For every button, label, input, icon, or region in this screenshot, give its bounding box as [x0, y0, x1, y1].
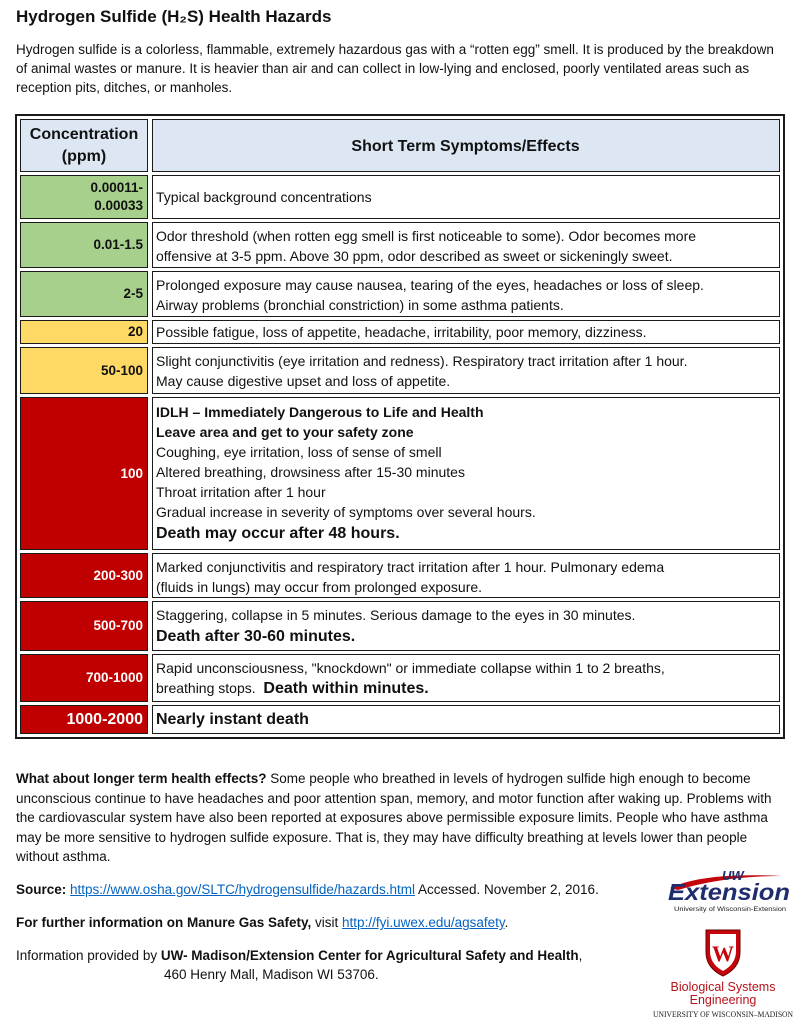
source-link[interactable]: https://www.osha.gov/SLTC/hydrogensulfide/hazards.html	[70, 882, 415, 897]
uw-ext-name: Extension	[668, 879, 790, 905]
effect-line: Staggering, collapse in 5 minutes. Serious damage to the eyes in 30 minutes.	[156, 607, 636, 623]
conc-value-b: 0.00033	[94, 198, 143, 213]
longer-term-heading: What about longer term health effects?	[16, 771, 267, 786]
effect-line: breathing stops.	[156, 680, 256, 696]
conc-cell: 2-5	[20, 271, 148, 317]
header-conc-line2: (ppm)	[61, 147, 107, 165]
conc-cell: 0.01-1.5	[20, 222, 148, 268]
effect-line: Slight conjunctivitis (eye irritation and redness). Respiratory tract irritation after 1 hour.	[156, 353, 688, 369]
table-row	[20, 222, 780, 268]
effects-cell	[152, 271, 780, 317]
provided-comma: ,	[578, 948, 583, 963]
effects-cell	[152, 347, 780, 394]
effects-cell	[152, 397, 780, 550]
provided-address: 460 Henry Mall, Madison WI 53706.	[164, 967, 379, 982]
conc-cell: 500-700	[20, 601, 148, 651]
table-row	[20, 553, 780, 598]
further-period: .	[504, 915, 509, 930]
effect-line: (fluids in lungs) may occur from prolonged exposure.	[156, 579, 483, 595]
uw-ext-sub: University of Wisconsin-Extension	[674, 906, 787, 913]
table-row	[20, 654, 780, 702]
conc-cell: 1000-2000	[20, 705, 148, 734]
uw-crest-icon	[706, 930, 740, 976]
longer-term-paragraph	[16, 769, 786, 867]
effect-line: Marked conjunctivitis and respiratory tract irritation after 1 hour. Pulmonary edema	[156, 559, 665, 575]
table-row	[20, 271, 780, 317]
source-line	[16, 882, 599, 897]
source-label: Source:	[16, 882, 67, 897]
table-row	[20, 397, 780, 550]
effects-cell	[152, 222, 780, 268]
effects-cell	[152, 175, 780, 219]
further-info-label: For further information on Manure Gas Safety,	[16, 915, 312, 930]
conc-cell: 200-300	[20, 553, 148, 598]
bse-line3: UNIVERSITY OF WISCONSIN–MADISON	[653, 1010, 794, 1019]
further-visit: visit	[311, 915, 343, 930]
uw-ext-small: UW	[722, 868, 744, 883]
effect-line: Typical background concentrations	[156, 189, 372, 205]
hazard-table	[15, 114, 785, 739]
effect-line: Possible fatigue, loss of appetite, headache, irritability, poor memory, dizziness.	[156, 324, 647, 340]
effects-cell	[152, 654, 780, 702]
effect-line: Odor threshold (when rotten egg smell is first noticeable to some). Odor becomes more	[156, 228, 697, 244]
idlh-line: IDLH – Immediately Dangerous to Life and Health	[156, 404, 484, 420]
effect-line: Gradual increase in severity of symptoms over several hours.	[156, 504, 536, 520]
page-title: Hydrogen Sulfide (H₂S) Health Hazards	[16, 7, 332, 26]
safety-zone-line: Leave area and get to your safety zone	[156, 424, 414, 440]
effects-cell	[152, 601, 780, 651]
effect-emphasis: Nearly instant death	[156, 710, 309, 728]
agsafety-link[interactable]: http://fyi.uwex.edu/agsafety	[342, 915, 505, 930]
effect-line: Coughing, eye irritation, loss of sense of smell	[156, 444, 442, 460]
effects-cell	[152, 553, 780, 598]
effect-line: Prolonged exposure may cause nausea, tearing of the eyes, headaches or loss of sleep.	[156, 277, 704, 293]
table-row	[20, 601, 780, 651]
header-conc-line1: Concentration	[29, 125, 139, 143]
conc-value-a: 0.00011-	[90, 180, 143, 195]
conc-cell: 20	[20, 320, 148, 344]
effect-emphasis: Death may occur after 48 hours.	[156, 525, 400, 542]
bse-line2: Engineering	[689, 993, 757, 1007]
conc-cell: 700-1000	[20, 654, 148, 702]
intro-paragraph: Hydrogen sulfide is a colorless, flammable, extremely hazardous gas with a “rotten egg” smell. It is produced by the breakdown of animal wastes or manure. It is heavier than air and can collect in low-lying and enclosed, poorly ventilated areas such as reception pits, ditches, or manholes.	[16, 42, 774, 95]
effect-line: Airway problems (bronchial constriction) in some asthma patients.	[156, 297, 564, 313]
table-header-row	[20, 119, 780, 172]
table-row	[20, 705, 780, 734]
effect-emphasis: Death within minutes.	[263, 680, 429, 697]
source-accessed: Accessed. November 2, 2016.	[414, 882, 599, 897]
effects-cell	[152, 705, 780, 734]
table-row	[20, 347, 780, 394]
provided-prefix: Information provided by	[16, 948, 161, 963]
crest-letter: W	[712, 941, 734, 966]
effect-line: Rapid unconsciousness, "knockdown" or immediate collapse within 1 to 2 breaths,	[156, 660, 665, 676]
effects-cell	[152, 320, 780, 344]
effect-line: offensive at 3-5 ppm. Above 30 ppm, odor described as sweet or sickeningly sweet.	[156, 248, 673, 264]
table-row	[20, 175, 780, 219]
effect-emphasis: Death after 30-60 minutes.	[156, 628, 356, 645]
header-effects: Short Term Symptoms/Effects	[152, 119, 780, 172]
effect-line: Throat irritation after 1 hour	[156, 484, 326, 500]
header-concentration	[20, 119, 148, 172]
further-info-line	[16, 915, 508, 930]
table-row	[20, 320, 780, 344]
provided-org: UW- Madison/Extension Center for Agricultural Safety and Health	[160, 948, 579, 963]
conc-cell	[20, 175, 148, 219]
longer-term-body: Some people who breathed in levels of hydrogen sulfide high enough to become unconscious continue to have headaches and poor attention span, memory, and motor function after waking up. Problems with the cardiovascular system have also been reported at exposures above permissible exposure limits. People who have asthma may be more sensitive to hydrogen sulfide exposure. That is, they may have difficulty breathing at levels lower than people without asthma.	[16, 771, 772, 864]
bse-line1: Biological Systems	[670, 980, 776, 994]
conc-cell: 100	[20, 397, 148, 550]
provided-by-line	[16, 948, 582, 963]
effect-line: Altered breathing, drowsiness after 15-30 minutes	[156, 464, 465, 480]
bse-logo	[648, 926, 798, 1019]
uw-extension-logo	[664, 864, 794, 914]
effect-line: May cause digestive upset and loss of appetite.	[156, 373, 451, 389]
conc-cell: 50-100	[20, 347, 148, 394]
